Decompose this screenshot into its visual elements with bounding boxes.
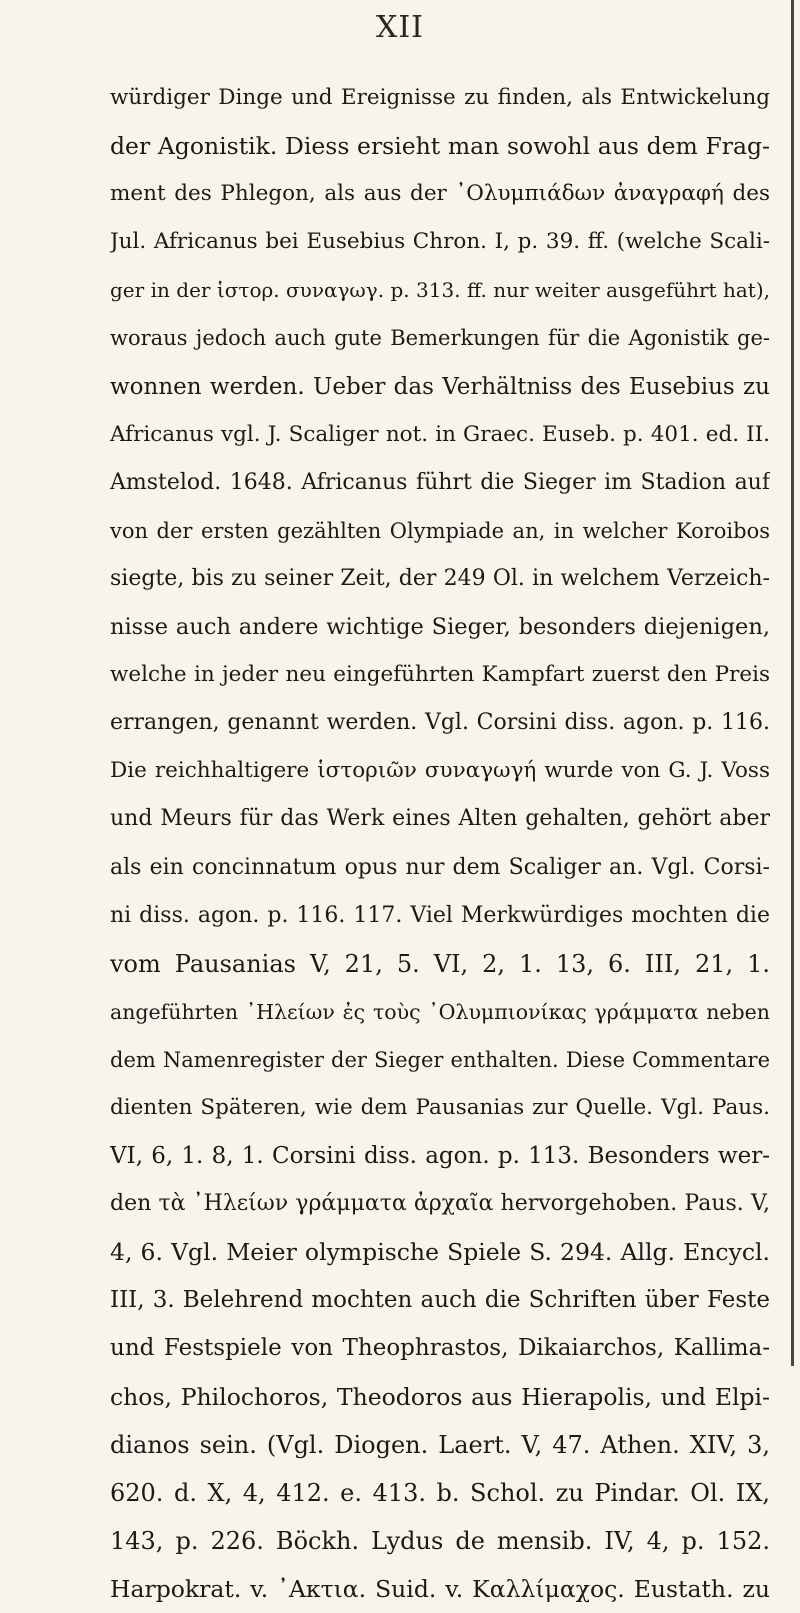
- text-line: ni diss. agon. p. 116. 117. Viel Merkwürdiges mochten die: [110, 902, 770, 928]
- text-line: nisse auch andere wichtige Sieger, besonders diejenigen,: [110, 614, 770, 641]
- text-line: Africanus vgl. J. Scaliger not. in Graec. Euseb. p. 401. ed. II.: [110, 421, 770, 447]
- text-line: würdiger Dinge und Ereignisse zu finden, als Entwickelung: [110, 85, 770, 110]
- text-line: VI, 6, 1. 8, 1. Corsini diss. agon. p. 113. Besonders wer-: [110, 1143, 770, 1170]
- text-line: Harpokrat. v. ᾿Ακτια. Suid. v. Καλλίμαχος. Eustath. zu: [110, 1574, 770, 1603]
- text-line: 620. d. X, 4, 412. e. 413. b. Schol. zu Pindar. Ol. IX,: [110, 1478, 770, 1507]
- text-line: 143, p. 226. Böckh. Lydus de mensib. IV, 4, p. 152.: [110, 1526, 770, 1555]
- text-line: chos, Philochoros, Theodoros aus Hierapolis, und Elpi-: [110, 1382, 770, 1411]
- page-number: XII: [375, 10, 425, 45]
- text-line: vom Pausanias V, 21, 5. VI, 2, 1. 13, 6. III, 21, 1.: [110, 949, 770, 978]
- text-line: als ein concinnatum opus nur dem Scaliger an. Vgl. Corsi-: [110, 854, 770, 880]
- text-line: welche in jeder neu eingeführten Kampfart zuerst den Preis: [110, 662, 770, 688]
- text-line: und Meurs für das Werk eines Alten gehalten, gehört aber: [110, 806, 770, 832]
- text-line: ger in der ἱστορ. συναγωγ. p. 313. ff. nur weiter ausgeführt hat),: [110, 278, 770, 303]
- text-line: und Festspiele von Theophrastos, Dikaiarchos, Kallima-: [110, 1335, 770, 1362]
- text-line: woraus jedoch auch gute Bemerkungen für die Agonistik ge-: [110, 326, 770, 351]
- text-line: ment des Phlegon, als aus der ᾿Ολυμπιάδων ἀναγραφή des: [110, 181, 770, 207]
- text-line: angeführten ᾿Ηλείων ἐς τοὺς ᾿Ολυμπιονίκας γράμματα neben: [110, 999, 770, 1024]
- text-line: dienten Späteren, wie dem Pausanias zur Quelle. Vgl. Paus.: [110, 1094, 770, 1120]
- text-line: den τὰ ᾿Ηλείων γράμματα ἀρχαῖα hervorgehoben. Paus. V,: [110, 1191, 770, 1217]
- text-line: wonnen werden. Ueber das Verhältniss des Eusebius zu: [110, 373, 770, 400]
- text-line: Die reichhaltigere ἱστοριῶν συναγωγή wurde von G. J. Voss: [110, 758, 770, 784]
- page-edge-rule: [791, 0, 794, 1366]
- text-line: errangen, genannt werden. Vgl. Corsini diss. agon. p. 116.: [110, 710, 770, 736]
- text-line: der Agonistik. Diess ersieht man sowohl aus dem Frag-: [110, 132, 770, 161]
- text-line: Jul. Africanus bei Eusebius Chron. I, p. 39. ff. (welche Scali-: [110, 229, 770, 255]
- text-line: siegte, bis zu seiner Zeit, der 249 Ol. in welchem Verzeich-: [110, 565, 770, 591]
- body-text: [110, 74, 770, 1613]
- text-line: 4, 6. Vgl. Meier olympische Spiele S. 294. Allg. Encycl.: [110, 1238, 770, 1267]
- text-line: III, 3. Belehrend mochten auch die Schriften über Feste: [110, 1287, 770, 1314]
- text-line: dianos sein. (Vgl. Diogen. Laert. V, 47. Athen. XIV, 3,: [110, 1430, 770, 1459]
- text-line: von der ersten gezählten Olympiade an, in welcher Koroibos: [110, 518, 770, 543]
- text-line: Amstelod. 1648. Africanus führt die Sieger im Stadion auf: [110, 469, 770, 495]
- text-line: dem Namenregister der Sieger enthalten. Diese Commentare: [110, 1047, 770, 1072]
